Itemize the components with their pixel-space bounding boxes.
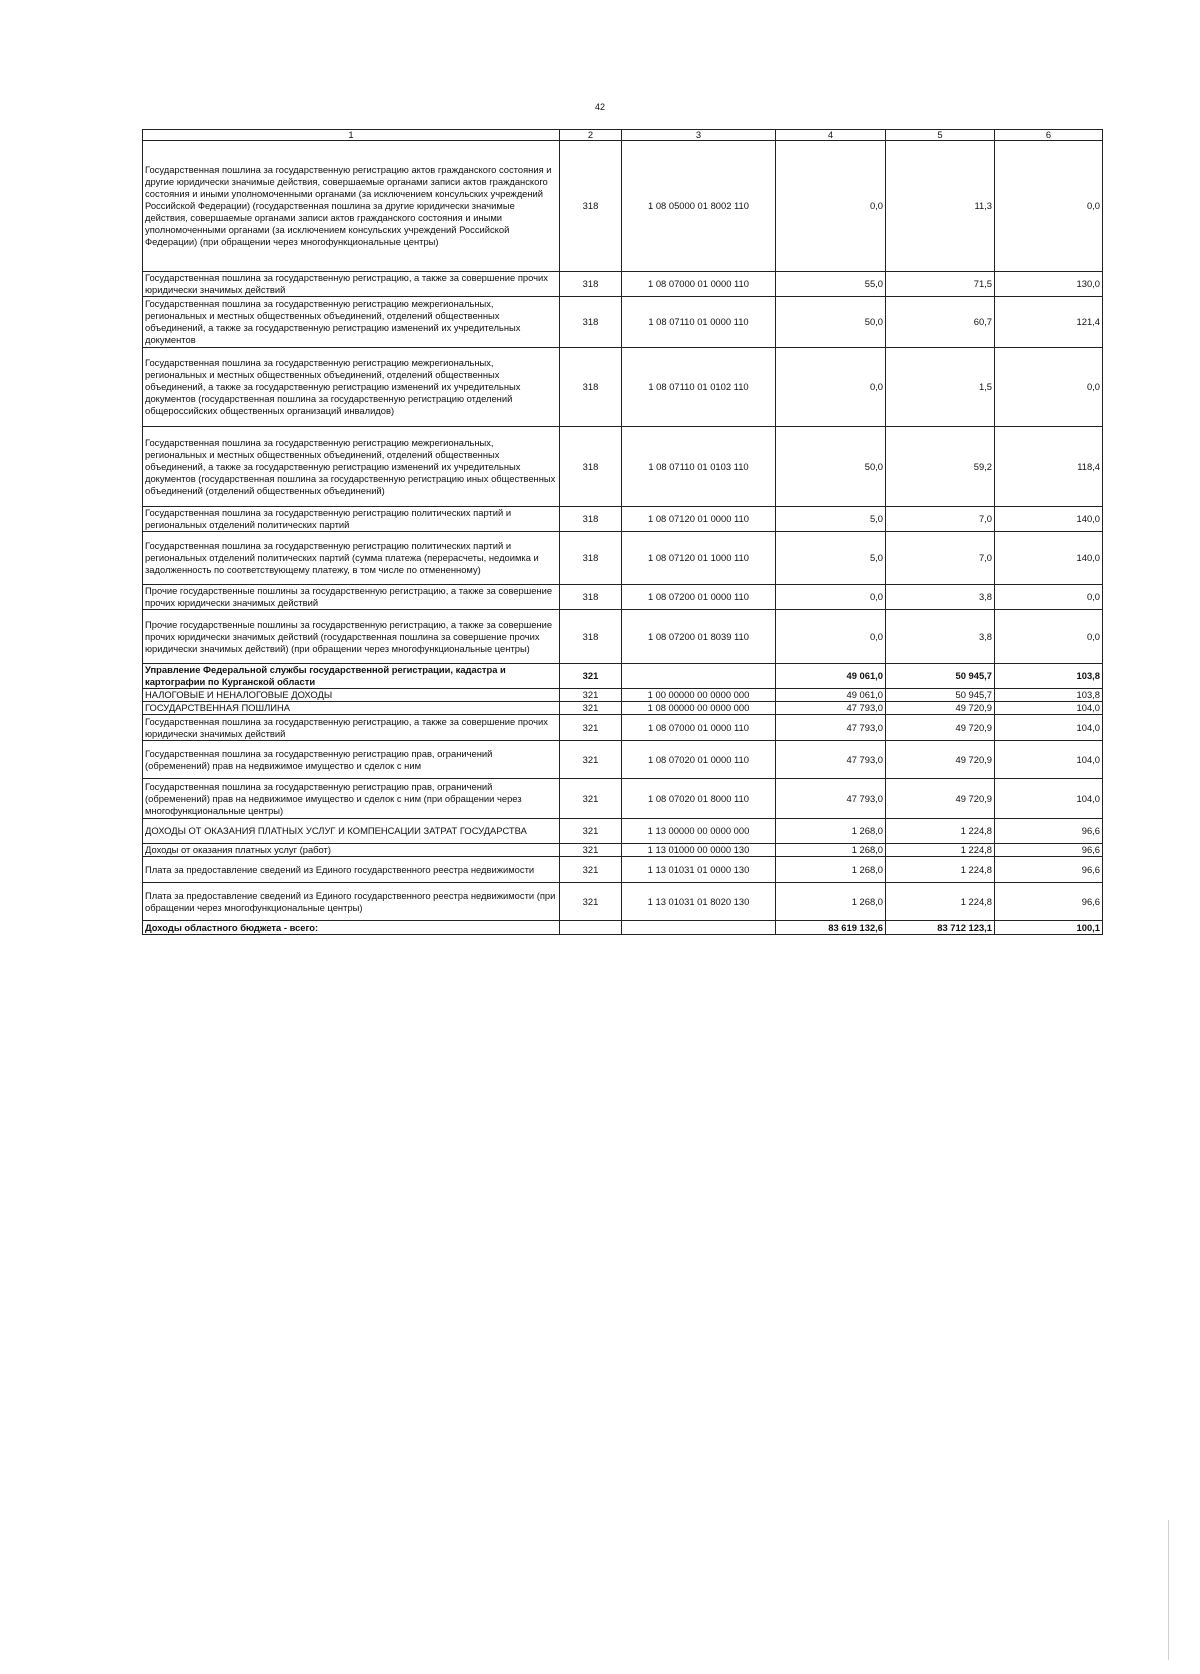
row-name: Государственная пошлина за государственную регистрацию межрегиональных, региональных и местных общественных объединений, отделений общественных объединений, а также за государственную регистрацию изменений их учредительных документов xyxy=(143,297,560,348)
table-header xyxy=(143,130,1103,141)
row-percent: 140,0 xyxy=(995,507,1103,532)
table-row xyxy=(143,857,1103,883)
row-fact: 11,3 xyxy=(886,141,995,272)
row-admin-code: 321 xyxy=(560,819,622,844)
row-admin-code: 318 xyxy=(560,507,622,532)
row-plan: 50,0 xyxy=(776,427,886,507)
row-percent: 96,6 xyxy=(995,857,1103,883)
row-budget-code: 1 08 07000 01 0000 110 xyxy=(622,715,776,741)
row-budget-code: 1 08 07200 01 0000 110 xyxy=(622,585,776,610)
row-budget-code: 1 08 07120 01 1000 110 xyxy=(622,532,776,585)
header-col-6: 6 xyxy=(995,130,1103,141)
row-admin-code: 318 xyxy=(560,610,622,664)
row-plan: 49 061,0 xyxy=(776,664,886,689)
row-fact: 49 720,9 xyxy=(886,715,995,741)
table-row xyxy=(143,741,1103,779)
total-admin-code xyxy=(560,921,622,935)
row-name: Плата за предоставление сведений из Единого государственного реестра недвижимости (при обращении через многофункциональные центры) xyxy=(143,883,560,921)
table-row xyxy=(143,348,1103,427)
row-plan: 5,0 xyxy=(776,532,886,585)
row-fact: 1 224,8 xyxy=(886,844,995,857)
table-row xyxy=(143,610,1103,664)
row-percent: 0,0 xyxy=(995,348,1103,427)
row-budget-code: 1 08 00000 00 0000 000 xyxy=(622,702,776,715)
row-plan: 47 793,0 xyxy=(776,715,886,741)
table-row xyxy=(143,689,1103,702)
row-fact: 49 720,9 xyxy=(886,741,995,779)
row-plan: 55,0 xyxy=(776,272,886,297)
header-col-5: 5 xyxy=(886,130,995,141)
row-percent: 96,6 xyxy=(995,883,1103,921)
row-plan: 0,0 xyxy=(776,348,886,427)
table-row xyxy=(143,819,1103,844)
scan-margin-mark xyxy=(1168,1520,1169,1660)
row-percent: 103,8 xyxy=(995,689,1103,702)
row-name: Доходы от оказания платных услуг (работ) xyxy=(143,844,560,857)
row-name: Государственная пошлина за государственную регистрацию, а также за совершение прочих юридически значимых действий xyxy=(143,272,560,297)
row-plan: 47 793,0 xyxy=(776,741,886,779)
table-row xyxy=(143,664,1103,689)
row-name: Государственная пошлина за государственную регистрацию политических партий и региональных отделений политических партий (сумма платежа (перерасчеты, недоимка и задолженность по соответствующему платежу, в том числе по отмененному) xyxy=(143,532,560,585)
header-col-3: 3 xyxy=(622,130,776,141)
row-admin-code: 318 xyxy=(560,585,622,610)
table-row xyxy=(143,779,1103,819)
table-row xyxy=(143,272,1103,297)
row-plan: 0,0 xyxy=(776,610,886,664)
row-plan: 1 268,0 xyxy=(776,844,886,857)
row-name: Государственная пошлина за государственную регистрацию прав, ограничений (обременений) прав на недвижимое имущество и сделок с ним (при обращении через многофункциональные центры) xyxy=(143,779,560,819)
row-admin-code: 321 xyxy=(560,702,622,715)
row-fact: 50 945,7 xyxy=(886,664,995,689)
row-budget-code: 1 13 00000 00 0000 000 xyxy=(622,819,776,844)
row-percent: 104,0 xyxy=(995,702,1103,715)
row-percent: 121,4 xyxy=(995,297,1103,348)
row-percent: 103,8 xyxy=(995,664,1103,689)
row-name: Плата за предоставление сведений из Единого государственного реестра недвижимости xyxy=(143,857,560,883)
row-percent: 0,0 xyxy=(995,585,1103,610)
row-fact: 3,8 xyxy=(886,585,995,610)
row-budget-code: 1 08 07110 01 0000 110 xyxy=(622,297,776,348)
row-admin-code: 321 xyxy=(560,857,622,883)
row-admin-code: 318 xyxy=(560,297,622,348)
row-name: Государственная пошлина за государственную регистрацию межрегиональных, региональных и местных общественных объединений, отделений общественных объединений, а также за государственную регистрацию изменений их учредительных документов (государственная пошлина за государственную регистрацию отделений общероссийских общественных организаций инвалидов) xyxy=(143,348,560,427)
row-plan: 1 268,0 xyxy=(776,819,886,844)
row-fact: 50 945,7 xyxy=(886,689,995,702)
row-budget-code: 1 08 07200 01 8039 110 xyxy=(622,610,776,664)
row-budget-code: 1 08 07000 01 0000 110 xyxy=(622,272,776,297)
row-admin-code: 318 xyxy=(560,348,622,427)
total-name: Доходы областного бюджета - всего: xyxy=(143,921,560,935)
row-fact: 59,2 xyxy=(886,427,995,507)
row-fact: 49 720,9 xyxy=(886,779,995,819)
row-admin-code: 321 xyxy=(560,779,622,819)
row-name: Государственная пошлина за государственную регистрацию актов гражданского состояния и другие юридически значимые действия, совершаемые органами записи актов гражданского состояния и иными уполномоченными органами (за исключением консульских учреждений Российской Федерации) (государственная пошлина за другие юридически значимые действия, совершаемые органами записи актов гражданского состояния и иными уполномоченными органами (за исключением консульских учреждений Российской Федерации) (при обращении через многофункциональные центры) xyxy=(143,141,560,272)
row-admin-code: 321 xyxy=(560,844,622,857)
table-row xyxy=(143,715,1103,741)
budget-revenue-table xyxy=(142,129,1103,935)
table-body xyxy=(143,141,1103,935)
total-budget-code xyxy=(622,921,776,935)
row-budget-code: 1 13 01031 01 0000 130 xyxy=(622,857,776,883)
row-budget-code: 1 08 07110 01 0103 110 xyxy=(622,427,776,507)
row-budget-code: 1 00 00000 00 0000 000 xyxy=(622,689,776,702)
row-plan: 5,0 xyxy=(776,507,886,532)
header-col-2: 2 xyxy=(560,130,622,141)
row-name: ДОХОДЫ ОТ ОКАЗАНИЯ ПЛАТНЫХ УСЛУГ И КОМПЕНСАЦИИ ЗАТРАТ ГОСУДАРСТВА xyxy=(143,819,560,844)
table-row xyxy=(143,427,1103,507)
table-row xyxy=(143,702,1103,715)
row-name: Управление Федеральной службы государственной регистрации, кадастра и картографии по Курганской области xyxy=(143,664,560,689)
row-admin-code: 321 xyxy=(560,715,622,741)
row-fact: 3,8 xyxy=(886,610,995,664)
row-name: ГОСУДАРСТВЕННАЯ ПОШЛИНА xyxy=(143,702,560,715)
row-percent: 140,0 xyxy=(995,532,1103,585)
table-row xyxy=(143,507,1103,532)
header-col-1: 1 xyxy=(143,130,560,141)
row-plan: 47 793,0 xyxy=(776,702,886,715)
row-plan: 50,0 xyxy=(776,297,886,348)
row-name: Прочие государственные пошлины за государственную регистрацию, а также за совершение прочих юридически значимых действий (государственная пошлина за совершение прочих юридически значимых действий) (при обращении через многофункциональные центры) xyxy=(143,610,560,664)
row-fact: 60,7 xyxy=(886,297,995,348)
row-name: Государственная пошлина за государственную регистрацию прав, ограничений (обременений) прав на недвижимое имущество и сделок с ним xyxy=(143,741,560,779)
row-admin-code: 321 xyxy=(560,689,622,702)
row-name: Государственная пошлина за государственную регистрацию, а также за совершение прочих юридически значимых действий xyxy=(143,715,560,741)
row-percent: 96,6 xyxy=(995,844,1103,857)
table-row xyxy=(143,297,1103,348)
row-admin-code: 318 xyxy=(560,532,622,585)
row-name: Государственная пошлина за государственную регистрацию межрегиональных, региональных и местных общественных объединений, отделений общественных объединений, а также за государственную регистрацию изменений их учредительных документов (государственная пошлина за государственную регистрацию иных общественных объединений (отделений общественных объединений) xyxy=(143,427,560,507)
row-plan: 47 793,0 xyxy=(776,779,886,819)
row-plan: 1 268,0 xyxy=(776,883,886,921)
row-name: Государственная пошлина за государственную регистрацию политических партий и региональных отделений политических партий xyxy=(143,507,560,532)
row-plan: 1 268,0 xyxy=(776,857,886,883)
row-percent: 104,0 xyxy=(995,741,1103,779)
row-percent: 104,0 xyxy=(995,715,1103,741)
row-admin-code: 318 xyxy=(560,141,622,272)
total-percent: 100,1 xyxy=(995,921,1103,935)
row-percent: 130,0 xyxy=(995,272,1103,297)
row-percent: 118,4 xyxy=(995,427,1103,507)
row-fact: 7,0 xyxy=(886,507,995,532)
row-percent: 96,6 xyxy=(995,819,1103,844)
row-fact: 1 224,8 xyxy=(886,883,995,921)
row-admin-code: 318 xyxy=(560,427,622,507)
row-plan: 0,0 xyxy=(776,141,886,272)
row-fact: 1 224,8 xyxy=(886,857,995,883)
header-row xyxy=(143,130,1103,141)
row-budget-code xyxy=(622,664,776,689)
table-row xyxy=(143,883,1103,921)
row-admin-code: 321 xyxy=(560,664,622,689)
row-fact: 7,0 xyxy=(886,532,995,585)
row-admin-code: 321 xyxy=(560,883,622,921)
row-plan: 0,0 xyxy=(776,585,886,610)
table-row xyxy=(143,141,1103,272)
row-fact: 49 720,9 xyxy=(886,702,995,715)
row-budget-code: 1 08 07020 01 8000 110 xyxy=(622,779,776,819)
table-total-row xyxy=(143,921,1103,935)
row-fact: 1,5 xyxy=(886,348,995,427)
total-plan: 83 619 132,6 xyxy=(776,921,886,935)
table-row xyxy=(143,585,1103,610)
page-number: 42 xyxy=(594,102,605,112)
row-percent: 104,0 xyxy=(995,779,1103,819)
row-budget-code: 1 08 07120 01 0000 110 xyxy=(622,507,776,532)
row-plan: 49 061,0 xyxy=(776,689,886,702)
header-col-4: 4 xyxy=(776,130,886,141)
row-admin-code: 321 xyxy=(560,741,622,779)
row-budget-code: 1 08 07110 01 0102 110 xyxy=(622,348,776,427)
row-admin-code: 318 xyxy=(560,272,622,297)
row-name: Прочие государственные пошлины за государственную регистрацию, а также за совершение прочих юридически значимых действий xyxy=(143,585,560,610)
row-percent: 0,0 xyxy=(995,141,1103,272)
row-budget-code: 1 13 01031 01 8020 130 xyxy=(622,883,776,921)
row-budget-code: 1 13 01000 00 0000 130 xyxy=(622,844,776,857)
row-percent: 0,0 xyxy=(995,610,1103,664)
row-fact: 71,5 xyxy=(886,272,995,297)
row-fact: 1 224,8 xyxy=(886,819,995,844)
table-row xyxy=(143,532,1103,585)
total-fact: 83 712 123,1 xyxy=(886,921,995,935)
row-budget-code: 1 08 07020 01 0000 110 xyxy=(622,741,776,779)
table-row xyxy=(143,844,1103,857)
row-name: НАЛОГОВЫЕ И НЕНАЛОГОВЫЕ ДОХОДЫ xyxy=(143,689,560,702)
row-budget-code: 1 08 05000 01 8002 110 xyxy=(622,141,776,272)
